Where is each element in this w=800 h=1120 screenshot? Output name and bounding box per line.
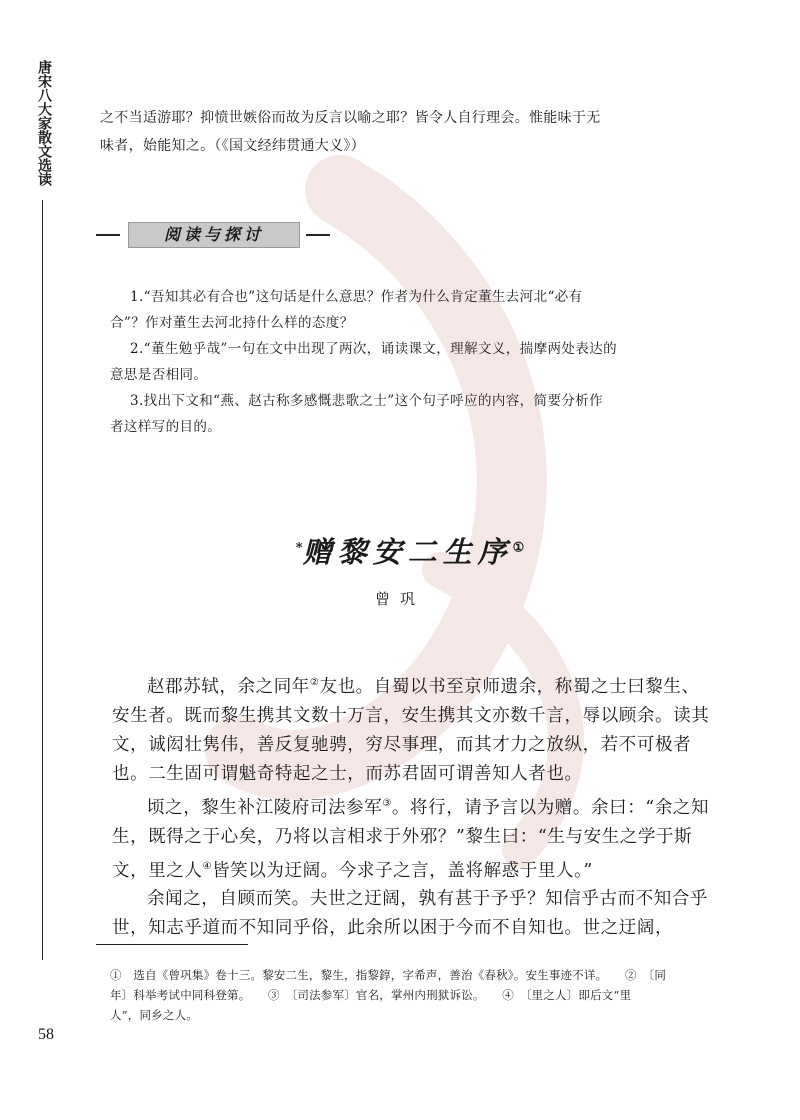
question-1-line-2: 合”？作对董生去河北持什么样的态度？ <box>110 315 354 331</box>
footnote-line: 年〕科举考试中同科登第。 ③ 〔司法参军〕官名，掌州内刑狱诉讼。 ④ 〔里之人〕即后文“里 <box>110 988 632 1002</box>
essay-title-text: 赠黎安二生序 <box>302 535 513 569</box>
text-run: 友也。自蜀以书至京师遗余，称蜀之士曰黎生、 <box>319 676 700 697</box>
star-mark: * <box>295 540 303 556</box>
page-number: 58 <box>38 1026 54 1043</box>
question-2-line-1: 2.“董生勉乎哉”一句在文中出现了两次，诵读课文，理解文义，揣摩两处表达的 <box>130 341 617 357</box>
text-run: 其文，诚闳壮隽伟，善反复驰骋，穷尽事理，而其才力之放纵，若不可极者 <box>112 705 710 755</box>
footnote-line: 人”，同乡之人。 <box>110 1008 198 1022</box>
footnote-ref: ④ <box>202 860 213 872</box>
text-run: 。将行，请予言以为赠。余曰：“余之 <box>391 797 692 818</box>
header-dash-left <box>96 234 120 236</box>
footnote-ref: ③ <box>382 797 392 809</box>
footnote-line: ① 选自《曾巩集》卷十三。黎安二生，黎生，指黎錞，字希声，善治《春秋》。安生事迹不详。 ② 〔同 <box>110 968 667 982</box>
text-run: 顷之，黎生补江陵府司法参军 <box>147 797 383 818</box>
essay-author: 曾巩 <box>374 590 425 608</box>
question-3-line-1: 3.找出下文和“燕、赵古称多感慨悲歌之士”这个句子呼应的内容，简要分析作 <box>130 393 604 409</box>
footnote-rule <box>96 944 248 945</box>
margin-rule <box>42 200 43 960</box>
title-footnote-ref: ① <box>512 540 525 556</box>
essay-body <box>112 668 712 943</box>
footnotes <box>110 965 710 1025</box>
paragraph-1 <box>112 668 712 789</box>
header-dash-right <box>306 234 330 236</box>
text-run: 皆笑以为迂阔。今求子之言，盖将解惑于里人。” <box>212 860 593 881</box>
question-3-line-2: 者这样写的目的。 <box>110 419 222 435</box>
footnote-ref: ② <box>309 677 320 688</box>
paragraph-3 <box>112 885 712 943</box>
text-run: 安生者。既而黎生携其文数十万言，安生携其文亦数千言，辱以顾余。读 <box>112 705 692 726</box>
text-run: 余闻之，自顾而笑。夫世之迂阔，孰有甚于予乎？知信乎古而不知合 <box>147 889 690 910</box>
paragraph-2 <box>112 789 712 886</box>
intro-text <box>100 104 700 160</box>
text-run: 也。二生固可谓魁奇特起之士，而苏君固可谓善知人者也。 <box>112 763 583 784</box>
text-run: 知生，既得之于心矣，乃将以言相求于外邪？”黎生曰：“生与安生之学于斯 <box>112 797 710 847</box>
text-run: 文，里之人 <box>112 860 203 881</box>
question-2-line-2: 意思是否相同。 <box>110 367 208 383</box>
intro-line: 味者，始能知之。（《国文经纬贯通大义》） <box>100 138 365 154</box>
question-list <box>110 284 700 440</box>
intro-line: 之不当适游耶？抑愤世嫉俗而故为反言以喻之耶？皆令人自行理会。惟能味于无 <box>100 110 601 126</box>
text-run: 赵郡苏轼，余之同年 <box>147 676 310 697</box>
section-header-label: 阅读与探讨 <box>128 222 300 248</box>
book-title-vertical: 唐宋八大家散文选读 <box>36 60 52 186</box>
essay-title <box>280 530 540 571</box>
section-header <box>96 222 356 248</box>
text-run: 乎世，知志乎道而不知同乎俗，此余所以困于今而不自知也。世之迂阔， <box>112 889 709 939</box>
question-1-line-1: 1.“吾知其必有合也”这句话是什么意思？作者为什么肯定董生去河北“必有 <box>130 289 583 305</box>
